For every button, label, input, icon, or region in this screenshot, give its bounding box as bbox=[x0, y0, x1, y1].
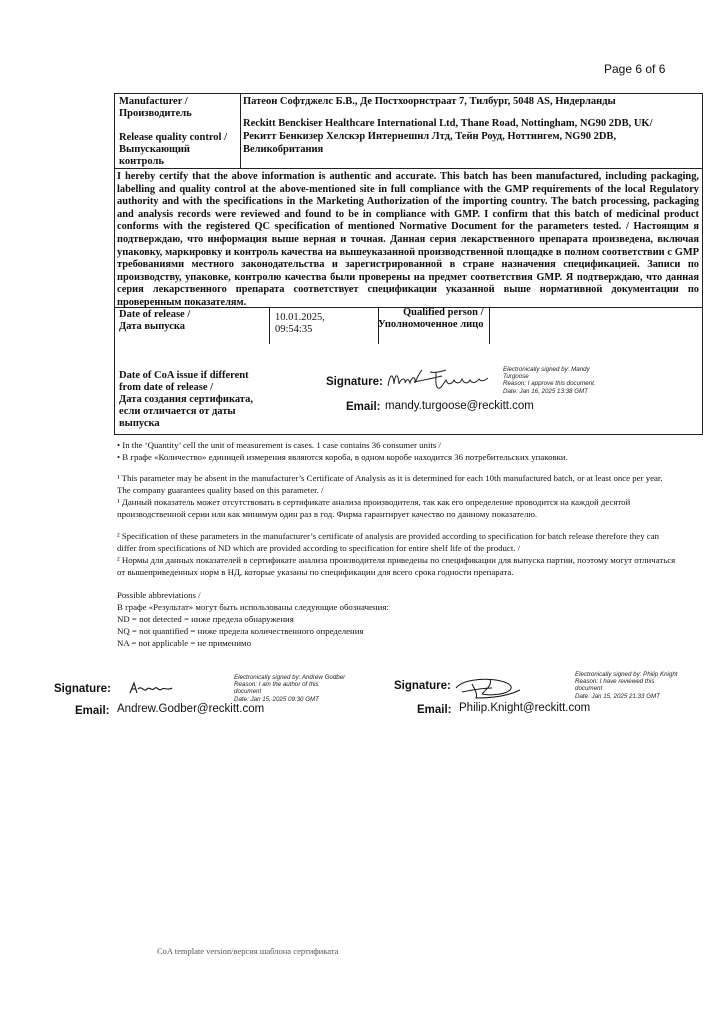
release-date-value: 10.01.2025, bbox=[275, 312, 325, 323]
release-date-label-en: Date of release / bbox=[119, 309, 191, 320]
page-number: Page 6 of 6 bbox=[604, 62, 666, 76]
esig-philip-line-3: document bbox=[575, 685, 603, 693]
coa-issue-label-4: если отличается от даты bbox=[119, 406, 236, 417]
email-value-philip: Philip.Knight@reckitt.com bbox=[459, 702, 591, 714]
release-time-value: 09:54:35 bbox=[275, 324, 313, 335]
esig-mandy-line-2: Turgoose bbox=[503, 373, 529, 381]
esig-mandy-line-3: Reason: I approve this document. bbox=[503, 380, 596, 388]
note-2-ru: ² Нормы для данных показателей в сертификате анализа производителя приведены по спецификации для выпуска партии, поэтому могут отличаться от вышеприведенных норм в НД, которые указаны по спецификации для всего срока годности препарата. bbox=[117, 555, 676, 577]
release-control-label-ru-1: Выпускающий bbox=[119, 144, 190, 155]
manufacturer-label-ru: Производитель bbox=[119, 108, 192, 119]
manufacturer-value: Патеон Софтджелс Б.В., Де Постхоорнстраат 7, Тилбург, 5048 AS, Нидерланды bbox=[243, 96, 616, 107]
abbreviations-ru: В графе «Результат» могут быть использованы следующие обозначения: bbox=[117, 602, 389, 612]
esig-andrew bbox=[234, 674, 345, 703]
email-label-mandy: Email: bbox=[346, 401, 381, 413]
handwritten-signature-philip bbox=[452, 672, 524, 702]
handwritten-signature-mandy bbox=[384, 364, 496, 396]
release-control-label-en: Release quality control / bbox=[119, 132, 228, 143]
esig-philip-line-4: Date: Jan 15, 2025 21:33 GMT bbox=[575, 692, 660, 700]
signature-label-andrew: Signature: bbox=[54, 683, 111, 695]
esig-mandy-line-1: Electronically signed by: Mandy bbox=[503, 366, 590, 373]
note-quantity-en: • In the ‘Quantity’ cell the unit of measurement is cases. 1 case contains 36 consumer units / bbox=[117, 440, 441, 450]
coa-issue-label-1: Date of CoA issue if different bbox=[119, 370, 249, 381]
certification-statement: I hereby certify that the above information is authentic and accurate. This batch has been manufactured, including packaging, labelling and quality control at the above-mentioned site in full compliance with the GMP requirements of the local Regulatory authority and with the specifications in the Marketing Authorization of the importing country. The batch processing, packaging and analysis records were reviewed and found to be in compliance with GMP. I confirm that this batch of medicinal product conforms with the registered QC specification of mentioned Normative Document for the parameters tested. / Настоящим я подтверждаю, что информация выше верная и точная. Данная серия лекарственного препарата произведена, включая упаковку, маркировку и контроль качества на вышеуказанной производственной площадке в полном соответствии с GMP требованиями местного законодательства и зарегистрированной в стране назначения спецификацией. Записи по производству, упаковке, контролю качества были проверены на предмет соответствия GMP. Я подтверждаю, что данная серия лекарственного препарата соответствует спецификации указанной выше нормативной документации по проверенным показателям. bbox=[117, 171, 699, 308]
note-quantity-ru: • В графе «Количество» единицей измерения являются короба, в одном коробе находится 36 потребительских упаковки. bbox=[117, 452, 568, 462]
qualified-person-label-en: Qualified person / bbox=[403, 307, 484, 318]
esig-andrew-line-2: Reason: I am the author of this bbox=[234, 681, 319, 689]
release-control-value-ru-1: Рекитт Бенкизер Хелскэр Интернешнл Лтд, Тейн Роуд, Ноттингем, NG90 2DB, bbox=[243, 131, 617, 142]
email-label-andrew: Email: bbox=[75, 705, 110, 717]
footer-template-version: CoA template version/версия шаблона сертификата bbox=[157, 946, 339, 956]
manufacturer-label-en: Manufacturer / bbox=[119, 96, 188, 107]
email-value-mandy: mandy.turgoose@reckitt.com bbox=[385, 400, 534, 412]
handwritten-signature-andrew bbox=[128, 679, 178, 699]
release-control-label-ru-2: контроль bbox=[119, 156, 164, 167]
abbreviation-nd: ND = not detected = ниже предела обнаружения bbox=[117, 614, 294, 624]
esig-philip-line-2: Reason: I have reviewed this bbox=[575, 678, 655, 686]
release-date-label-ru: Дата выпуска bbox=[119, 321, 186, 332]
signature-label-philip: Signature: bbox=[394, 680, 451, 692]
release-control-value-ru-2: Великобритания bbox=[243, 144, 324, 155]
coa-issue-label-2: from date of release / bbox=[119, 382, 214, 393]
coa-issue-label-3: Дата создания сертификата, bbox=[119, 394, 253, 405]
esig-andrew-line-4: Date: Jan 15, 2025 09:30 GMT bbox=[234, 695, 319, 703]
esig-andrew-line-1: Electronically signed by: Andrew Godber bbox=[234, 674, 346, 681]
esig-philip-line-1: Electronically signed by: Philip Knight bbox=[575, 671, 678, 678]
abbreviation-nq: NQ = not quantified = ниже предела количественного определения bbox=[117, 626, 364, 636]
esig-mandy-line-4: Date: Jan 16, 2025 13:38 GMT bbox=[503, 387, 588, 395]
abbreviations-title: Possible abbreviations / bbox=[117, 590, 201, 600]
qualified-person-label-ru: Уполномоченное лицо bbox=[378, 319, 484, 330]
esig-philip bbox=[575, 671, 678, 700]
email-value-andrew: Andrew.Godber@reckitt.com bbox=[117, 703, 265, 715]
esig-mandy bbox=[503, 366, 596, 395]
esig-andrew-line-3: document bbox=[234, 688, 262, 696]
release-control-value-en: Reckitt Benckiser Healthcare International Ltd, Thane Road, Nottingham, NG90 2DB, UK/ bbox=[243, 118, 653, 129]
note-1-en: ¹ This parameter may be absent in the manufacturer’s Certificate of Analysis as it is determined for each 10th manufactured batch, or at least once per year. The company guarantees quality based on this parameter. / bbox=[117, 473, 663, 495]
note-2-en: ² Specification of these parameters in the manufacturer’s certificate of analysis are provided according to specification for batch release therefore they can differ from specifications of ND which are provided according to specification for entire shelf life of the product. / bbox=[117, 531, 660, 553]
email-label-philip: Email: bbox=[417, 704, 452, 716]
signature-label-mandy: Signature: bbox=[326, 376, 383, 388]
abbreviation-na: NA = not applicable = не применимо bbox=[117, 638, 252, 648]
note-1-ru: ¹ Данный показатель может отсутствовать в сертификате анализа производителя, так как его определение проводится на каждой десятой производственной серии или как минимум один раз в год. Фирма гарантирует качество по данному показателю. bbox=[117, 497, 631, 519]
coa-issue-label-5: выпуска bbox=[119, 418, 160, 429]
